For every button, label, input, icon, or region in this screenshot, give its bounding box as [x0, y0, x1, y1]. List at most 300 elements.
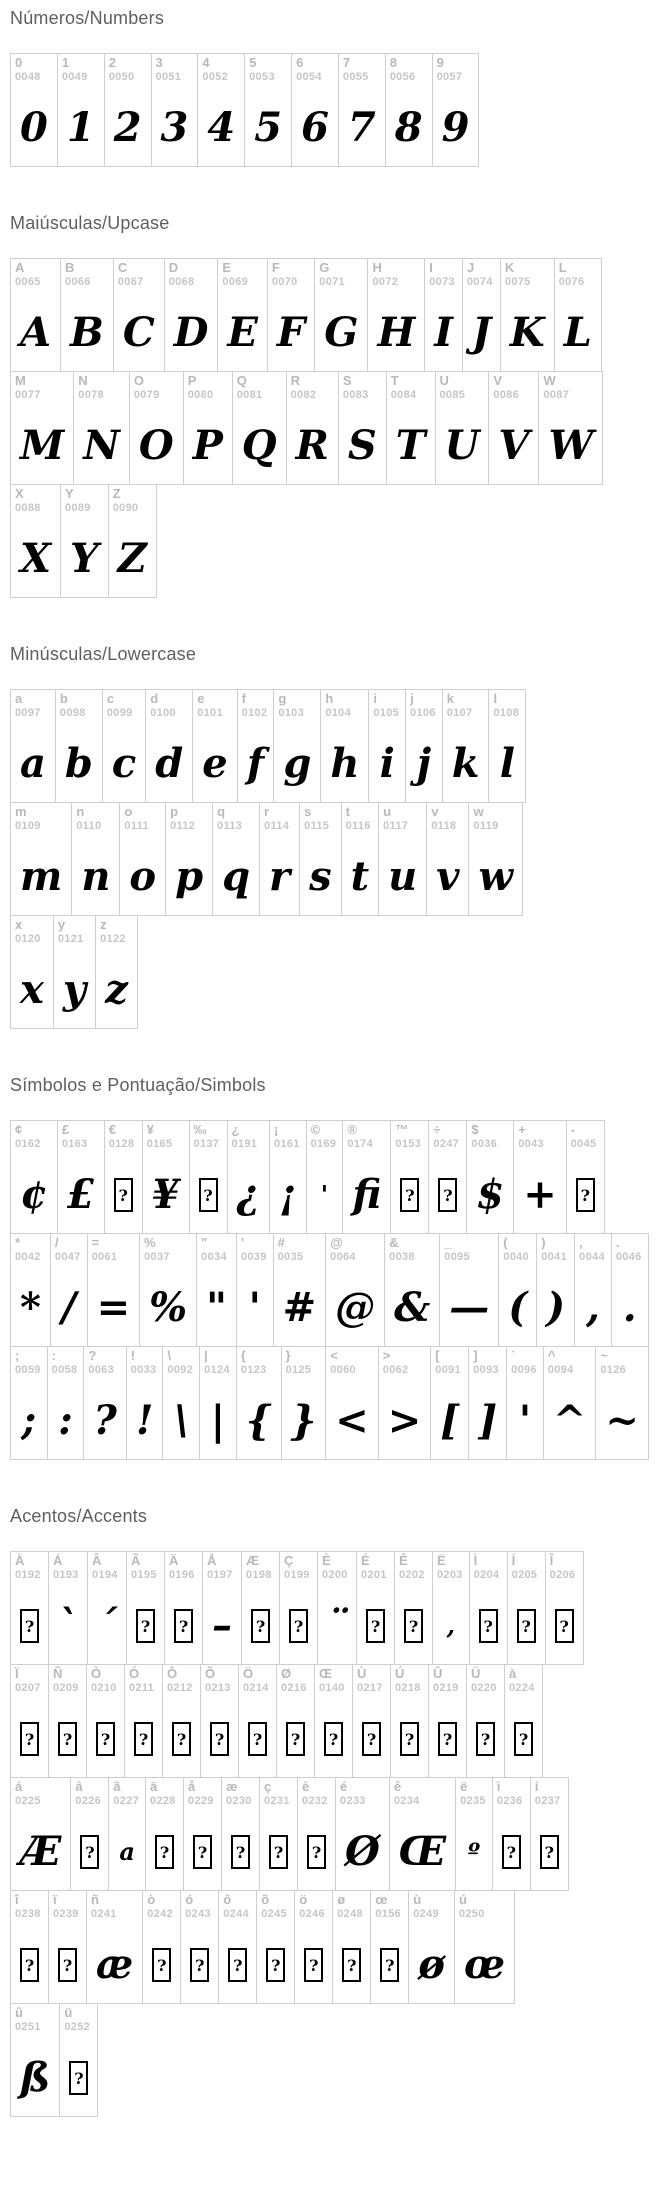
- glyph: v: [436, 853, 460, 900]
- cell-header: [379, 803, 426, 839]
- glyph-area: [287, 408, 338, 484]
- char-code: 0236: [496, 1794, 523, 1807]
- notdef-glyph-box: ?: [362, 1722, 381, 1756]
- char-code: 0092: [167, 1363, 194, 1376]
- char-code: 0203: [437, 1568, 463, 1581]
- char-code: 0108: [493, 706, 520, 719]
- glyph-area: [49, 1927, 86, 2003]
- cell-header: [315, 259, 367, 295]
- glyph-row: [10, 53, 479, 167]
- glyph-table-uppercase: [10, 258, 661, 598]
- glyph-area: [280, 1588, 317, 1664]
- glyph: L: [563, 309, 592, 356]
- notdef-glyph-box: ?: [517, 1609, 536, 1643]
- glyph: a: [119, 1837, 135, 1866]
- glyph-area: [103, 726, 145, 802]
- char-cell-0059: [10, 1346, 47, 1460]
- char-label: h: [325, 691, 334, 706]
- cell-header: [103, 690, 145, 726]
- char-label: 2: [108, 55, 116, 70]
- char-code: 0234: [393, 1794, 420, 1807]
- glyph: y: [62, 966, 87, 1013]
- glyph-row: [10, 1551, 584, 1665]
- glyph-area: [11, 408, 73, 484]
- cell-header: [143, 1121, 189, 1157]
- char-label: s: [304, 804, 312, 819]
- char-code: 0076: [558, 275, 585, 288]
- char-code: 0163: [61, 1137, 88, 1150]
- char-label: ú: [458, 1892, 467, 1907]
- char-code: 0088: [15, 501, 41, 514]
- char-code: 0064: [330, 1250, 356, 1263]
- char-cell-0115: [299, 802, 341, 916]
- char-label: Ç: [284, 1553, 294, 1568]
- glyph-area: [546, 1588, 583, 1664]
- cell-header: [87, 1891, 142, 1927]
- glyph-area: [339, 408, 386, 484]
- cell-header: [390, 1778, 455, 1814]
- char-cell-0201: [356, 1551, 394, 1665]
- char-label: œ: [375, 1892, 388, 1907]
- char-code: 0199: [284, 1568, 310, 1581]
- notdef-glyph-box: ?: [193, 1835, 212, 1869]
- char-cell-0123: [236, 1346, 281, 1460]
- char-cell-0235: [455, 1777, 492, 1891]
- char-label: Q: [236, 373, 247, 388]
- glyph: j: [416, 740, 432, 787]
- notdef-glyph-box: ?: [199, 1178, 218, 1212]
- cell-header: [71, 1778, 108, 1814]
- char-label: û: [15, 2005, 23, 2020]
- cell-header: [339, 372, 386, 408]
- glyph-row: [10, 1233, 649, 1347]
- glyph-area: [489, 726, 525, 802]
- char-code: 0229: [188, 1794, 214, 1807]
- glyph-area: [228, 1157, 269, 1233]
- glyph: Y: [70, 535, 99, 582]
- char-label: Ê: [399, 1553, 408, 1568]
- cell-header: [353, 1665, 390, 1701]
- char-cell-0046: [611, 1233, 649, 1347]
- cell-header: [143, 1891, 180, 1927]
- char-code: 0036: [471, 1137, 498, 1150]
- char-label: 3: [155, 55, 163, 70]
- glyph: ): [546, 1284, 566, 1331]
- char-cell-0211: [124, 1664, 162, 1778]
- cell-header: [193, 690, 236, 726]
- glyph: |: [210, 1397, 226, 1444]
- glyph-area: [336, 1814, 389, 1890]
- cell-header: [11, 2004, 59, 2040]
- char-label: ¡: [273, 1122, 279, 1137]
- char-cell-0161: [269, 1120, 306, 1234]
- cell-header: [596, 1347, 648, 1383]
- char-label: Å: [207, 1553, 217, 1568]
- glyph-area: [379, 839, 426, 915]
- char-cell-0206: [545, 1551, 584, 1665]
- char-code: 0115: [304, 819, 330, 832]
- glyph-area: [391, 1157, 428, 1233]
- char-code: 0231: [264, 1794, 290, 1807]
- char-label: O: [133, 373, 144, 388]
- glyph-row: [10, 484, 157, 598]
- char-label: p: [170, 804, 179, 819]
- cell-header: [239, 1665, 276, 1701]
- glyph: +: [523, 1171, 557, 1218]
- notdef-glyph-box: ?: [540, 1835, 559, 1869]
- char-cell-0050: [104, 53, 151, 167]
- glyph-area: [318, 1588, 356, 1664]
- notdef-glyph-box: ?: [342, 1948, 361, 1982]
- char-code: 0123: [240, 1363, 267, 1376]
- char-code: 0226: [75, 1794, 102, 1807]
- char-code: 0121: [57, 932, 84, 945]
- char-label: €: [108, 1122, 116, 1137]
- cell-header: [109, 1778, 145, 1814]
- char-code: 0247: [433, 1137, 460, 1150]
- glyph: t: [350, 853, 370, 900]
- char-cell-0128: [104, 1120, 142, 1234]
- char-cell-0051: [151, 53, 198, 167]
- glyph: z: [105, 966, 128, 1013]
- char-code: 0037: [144, 1250, 170, 1263]
- char-label: ó: [185, 1892, 194, 1907]
- char-cell-0044: [574, 1233, 611, 1347]
- cell-header: [49, 1665, 86, 1701]
- char-label: *: [15, 1235, 21, 1250]
- char-cell-0219: [428, 1664, 466, 1778]
- char-label: ¥: [146, 1122, 154, 1137]
- cell-header: [201, 1665, 238, 1701]
- char-code: 0125: [285, 1363, 312, 1376]
- cell-header: [60, 2004, 97, 2040]
- char-code: 0060: [330, 1363, 356, 1376]
- cell-header: [505, 1665, 542, 1701]
- notdef-glyph-box: ?: [20, 1722, 39, 1756]
- glyph-area: [315, 295, 367, 371]
- cell-header: [245, 54, 291, 90]
- char-label: +: [518, 1122, 526, 1137]
- char-cell-0083: [338, 371, 386, 485]
- cell-header: [127, 1347, 163, 1383]
- glyph-area: [49, 1588, 87, 1664]
- char-code: 0209: [53, 1681, 79, 1694]
- char-label: F: [271, 260, 280, 275]
- glyph-area: [166, 839, 212, 915]
- cell-header: [61, 259, 113, 295]
- char-cell-0192: [10, 1551, 48, 1665]
- cell-header: [48, 1347, 84, 1383]
- char-cell-0234: [389, 1777, 455, 1891]
- char-cell-0037: [139, 1233, 196, 1347]
- glyph-area: [567, 1157, 604, 1233]
- cell-header: [11, 1347, 47, 1383]
- cell-header: [433, 54, 479, 90]
- notdef-glyph-box: ?: [404, 1609, 423, 1643]
- char-code: 0101: [197, 706, 223, 719]
- glyph-area: [219, 1927, 256, 2003]
- glyph: º: [467, 1837, 480, 1866]
- char-label: B: [65, 260, 75, 275]
- char-code: 0080: [187, 388, 214, 401]
- char-code: 0077: [15, 388, 41, 401]
- glyph-area: [575, 1270, 611, 1346]
- cell-header: [406, 690, 442, 726]
- glyph-area: [197, 1270, 236, 1346]
- notdef-glyph-box: ?: [366, 1609, 385, 1643]
- char-label: ô: [223, 1892, 232, 1907]
- char-code: 0118: [431, 819, 457, 832]
- char-cell-0120: [10, 915, 53, 1029]
- cell-header: [369, 690, 405, 726]
- glyph: %: [149, 1284, 188, 1331]
- notdef-glyph-box: ?: [20, 1609, 39, 1643]
- char-cell-0251: [10, 2003, 59, 2117]
- char-code: 0228: [150, 1794, 176, 1807]
- glyph-area: [596, 1383, 648, 1459]
- char-cell-0088: [10, 484, 60, 598]
- notdef-glyph-box: ?: [172, 1722, 191, 1756]
- glyph: @: [335, 1284, 376, 1331]
- cell-header: [379, 1347, 431, 1383]
- char-label: C: [117, 260, 128, 275]
- cell-header: [371, 1891, 408, 1927]
- cell-header: [456, 1778, 492, 1814]
- glyph-area: [406, 726, 442, 802]
- char-label: Ù: [357, 1666, 367, 1681]
- glyph: E: [227, 309, 258, 356]
- glyph: Œ: [398, 1828, 447, 1875]
- char-label: ": [201, 1235, 208, 1250]
- char-label: Ã: [131, 1553, 141, 1568]
- char-label: Ñ: [53, 1666, 63, 1681]
- char-code: 0074: [466, 275, 493, 288]
- char-code: 0250: [458, 1907, 485, 1920]
- glyph-area: [11, 1270, 50, 1346]
- glyph: w: [478, 853, 513, 900]
- glyph: /: [61, 1284, 77, 1331]
- glyph-area: [184, 1814, 221, 1890]
- glyph: 0: [20, 104, 48, 151]
- glyph: œ: [463, 1941, 506, 1988]
- char-cell-0122: [95, 915, 138, 1029]
- cell-header: [181, 1891, 218, 1927]
- notdef-glyph-box: ?: [502, 1835, 521, 1869]
- notdef-glyph-box: ?: [248, 1722, 267, 1756]
- glyph-area: [514, 1157, 566, 1233]
- glyph-area: [114, 295, 164, 371]
- glyph-area: [105, 90, 151, 166]
- char-cell-0245: [256, 1890, 294, 2004]
- cell-header: [287, 372, 338, 408]
- glyph-area: [507, 1383, 543, 1459]
- char-code: 0232: [302, 1794, 328, 1807]
- glyph-area: [152, 90, 198, 166]
- glyph: 5: [254, 104, 283, 151]
- cell-header: [130, 372, 183, 408]
- char-cell-0237: [530, 1777, 569, 1891]
- glyph: *: [20, 1284, 41, 1331]
- glyph-area: [371, 1927, 408, 2003]
- char-cell-0252: [59, 2003, 98, 2117]
- glyph-area: [203, 1588, 241, 1664]
- char-cell-0196: [164, 1551, 202, 1665]
- cell-header: [612, 1234, 648, 1270]
- glyph: =: [96, 1284, 131, 1331]
- cell-header: [539, 372, 602, 408]
- cell-header: [336, 1778, 389, 1814]
- cell-header: [315, 1665, 352, 1701]
- char-code: 0211: [129, 1681, 155, 1694]
- glyph-area: [11, 726, 55, 802]
- glyph: R: [295, 422, 329, 469]
- glyph-area: [11, 952, 53, 1028]
- char-code: 0124: [204, 1363, 230, 1376]
- notdef-glyph-box: ?: [555, 1609, 574, 1643]
- cell-header: [11, 803, 71, 839]
- glyph-row: [10, 689, 526, 803]
- glyph: W: [548, 422, 594, 469]
- glyph-area: [200, 1383, 236, 1459]
- char-label: ™: [395, 1122, 409, 1137]
- cell-header: [499, 1234, 536, 1270]
- glyph-area: [11, 1157, 57, 1233]
- char-code: 0245: [261, 1907, 287, 1920]
- cell-header: [72, 803, 119, 839]
- notdef-glyph-box: ?: [289, 1609, 308, 1643]
- cell-header: [237, 1234, 273, 1270]
- glyph-area: [140, 1270, 196, 1346]
- char-code: 0128: [108, 1137, 135, 1150]
- char-label: Ü: [471, 1666, 481, 1681]
- char-label: 1: [61, 55, 70, 70]
- cell-header: [391, 1121, 428, 1157]
- char-code: 0191: [231, 1137, 258, 1150]
- char-label: 9: [436, 55, 444, 70]
- char-cell-0102: [237, 689, 274, 803]
- char-label: ): [541, 1235, 546, 1250]
- char-label: t: [345, 804, 350, 819]
- char-label: Û: [433, 1666, 443, 1681]
- char-label: ø: [337, 1892, 346, 1907]
- cell-header: [114, 259, 164, 295]
- char-label: c: [106, 691, 115, 706]
- glyph-area: [467, 1157, 513, 1233]
- char-cell-0082: [286, 371, 338, 485]
- char-cell-0110: [71, 802, 119, 916]
- glyph-area: [429, 1157, 466, 1233]
- glyph-area: [357, 1588, 394, 1664]
- char-code: 0094: [547, 1363, 574, 1376]
- glyph-row: [10, 1346, 649, 1460]
- char-cell-0039: [236, 1233, 273, 1347]
- cell-header: [213, 803, 259, 839]
- glyph-area: [433, 1588, 469, 1664]
- cell-header: [184, 372, 232, 408]
- glyph-area: [58, 1157, 104, 1233]
- glyph: d: [155, 740, 184, 787]
- char-code: 0200: [322, 1568, 348, 1581]
- notdef-glyph-box: ?: [231, 1835, 250, 1869]
- glyph-area: [425, 295, 462, 371]
- cell-header: [342, 803, 378, 839]
- glyph-area: [270, 1157, 306, 1233]
- glyph-table-numbers: [10, 53, 661, 167]
- notdef-glyph-box: ?: [69, 2061, 88, 2095]
- glyph-area: [51, 1270, 87, 1346]
- char-code: 0057: [436, 70, 463, 83]
- char-code: 0053: [249, 70, 275, 83]
- glyph-area: [213, 839, 259, 915]
- char-label: L: [558, 260, 567, 275]
- cell-header: [326, 1347, 378, 1383]
- section-symbols: [10, 1075, 661, 1460]
- section-accents: [10, 1506, 661, 2117]
- glyph: \: [173, 1397, 189, 1444]
- glyph: P: [192, 422, 223, 469]
- char-label: g: [278, 691, 287, 706]
- cell-header: [282, 1347, 326, 1383]
- char-cell-0104: [320, 689, 368, 803]
- glyph: x: [20, 966, 44, 1013]
- char-label: Ú: [395, 1666, 405, 1681]
- cell-header: [391, 1665, 428, 1701]
- char-label: Œ: [319, 1666, 332, 1681]
- char-code: 0113: [217, 819, 243, 832]
- cell-header: [198, 54, 244, 90]
- char-label: N: [78, 373, 88, 388]
- char-label: î: [15, 1892, 19, 1907]
- char-code: 0043: [518, 1137, 544, 1150]
- glyph: ¨: [327, 1602, 347, 1649]
- cell-header: [425, 259, 462, 295]
- char-code: 0066: [65, 275, 91, 288]
- char-cell-0198: [241, 1551, 279, 1665]
- glyph-area: [455, 1927, 514, 2003]
- notdef-glyph-box: ?: [479, 1609, 498, 1643]
- cell-header: [307, 1121, 343, 1157]
- char-cell-0194: [87, 1551, 126, 1665]
- char-label: j: [410, 691, 414, 706]
- char-code: 0081: [236, 388, 263, 401]
- char-label: M: [15, 373, 26, 388]
- glyph-area: [470, 1588, 507, 1664]
- char-cell-0075: [500, 258, 554, 372]
- cell-header: [11, 1778, 70, 1814]
- glyph-area: [11, 90, 57, 166]
- glyph-area: [130, 408, 183, 484]
- glyph: 7: [347, 104, 376, 151]
- glyph: ]: [478, 1397, 498, 1444]
- char-code: 0233: [340, 1794, 366, 1807]
- char-code: 0238: [15, 1907, 41, 1920]
- char-label: £: [61, 1122, 70, 1137]
- char-label: ¢: [15, 1122, 23, 1137]
- char-code: 0227: [113, 1794, 140, 1807]
- char-label: _: [444, 1235, 452, 1250]
- char-code: 0086: [493, 388, 520, 401]
- char-cell-0231: [259, 1777, 297, 1891]
- char-code: 0083: [342, 388, 369, 401]
- char-label: 0: [15, 55, 23, 70]
- cell-header: [11, 1234, 50, 1270]
- char-code: 0249: [413, 1907, 439, 1920]
- char-code: 0243: [185, 1907, 211, 1920]
- char-code: 0207: [15, 1681, 41, 1694]
- char-code: 0213: [205, 1681, 231, 1694]
- char-label: W: [543, 373, 556, 388]
- char-code: 0239: [53, 1907, 79, 1920]
